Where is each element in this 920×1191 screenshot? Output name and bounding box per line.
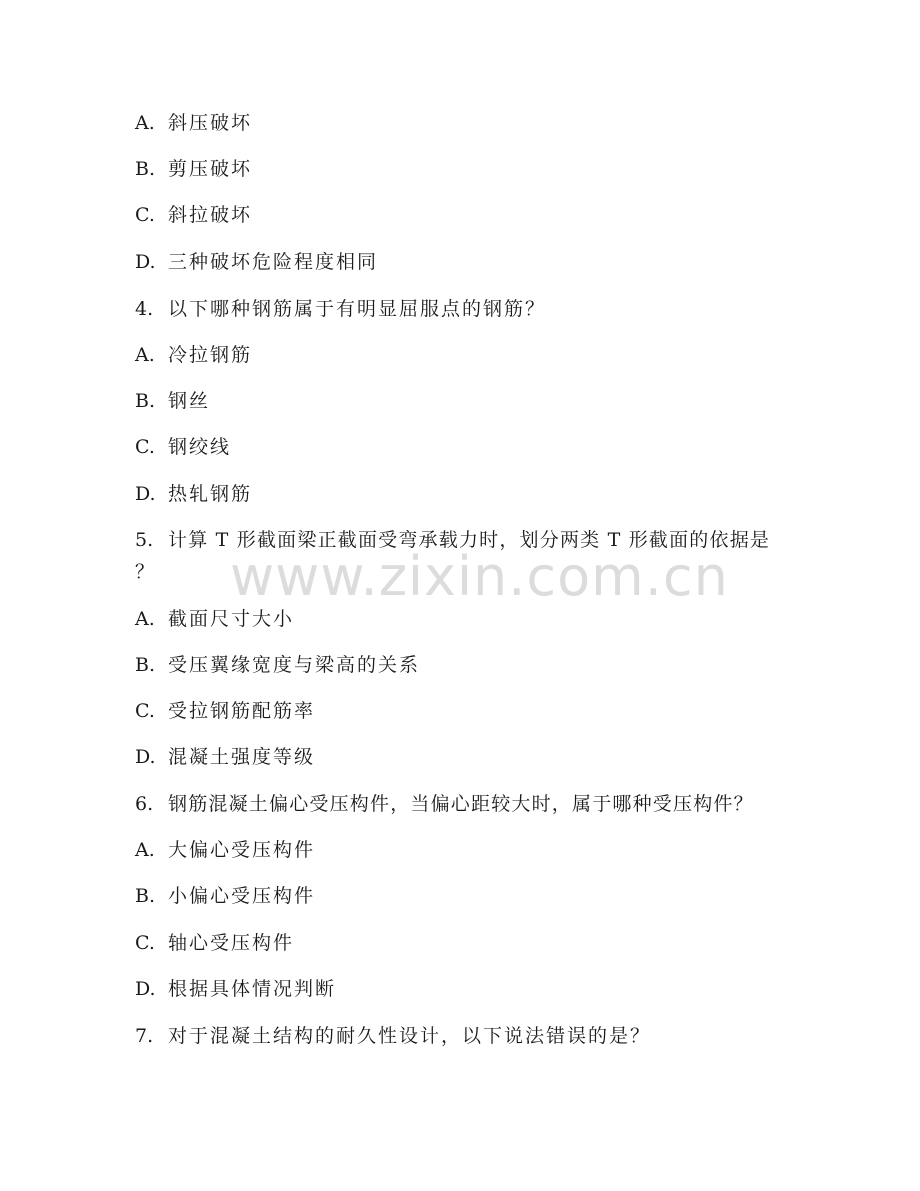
question-6: [135, 791, 754, 817]
option-label: D.: [135, 746, 156, 768]
option-text: 受拉钢筋配筋率: [168, 700, 316, 722]
option-text: 热轧钢筋: [168, 483, 253, 505]
option-text: 大偏心受压构件: [168, 839, 316, 861]
option-label: A.: [135, 344, 155, 366]
option-label: D.: [135, 251, 156, 273]
option-q4-b: [135, 388, 210, 414]
question-number: 6.: [135, 793, 154, 815]
option-q5-c: [135, 698, 315, 724]
option-q3-c: [135, 202, 252, 228]
option-text: 钢绞线: [168, 436, 232, 458]
option-text: 斜压破坏: [168, 112, 253, 134]
option-text: 冷拉钢筋: [168, 344, 253, 366]
option-label: A.: [135, 112, 155, 134]
option-q4-a: [135, 342, 252, 368]
option-text: 截面尺寸大小: [168, 608, 295, 630]
question-7: [135, 1023, 651, 1049]
option-text: 剪压破坏: [168, 158, 253, 180]
option-q4-d: [135, 481, 252, 507]
option-q5-a: [135, 606, 294, 632]
option-text: 混凝土强度等级: [168, 746, 316, 768]
option-label: D.: [135, 978, 156, 1000]
question-4: [135, 296, 546, 322]
option-text: 小偏心受压构件: [168, 885, 316, 907]
option-q6-b: [135, 883, 315, 909]
option-q5-d: [135, 744, 315, 770]
option-q6-d: [135, 976, 336, 1002]
option-label: D.: [135, 483, 156, 505]
question-text: 计算 T 形截面梁正截面受弯承载力时，划分两类 T 形截面的依据是: [168, 529, 771, 551]
option-label: A.: [135, 839, 155, 861]
question-number: 7.: [135, 1025, 154, 1047]
question-number: 4.: [135, 298, 154, 320]
option-text: 根据具体情况判断: [168, 978, 337, 1000]
option-q3-a: [135, 110, 252, 136]
option-label: B.: [135, 654, 156, 676]
option-label: C.: [135, 932, 155, 954]
option-label: B.: [135, 885, 156, 907]
option-label: B.: [135, 390, 156, 412]
question-5-continuation: ？: [135, 561, 155, 583]
watermark-text: www.zixin.com.cn: [230, 545, 729, 608]
option-q3-b: [135, 156, 252, 182]
option-text: 三种破坏危险程度相同: [168, 251, 379, 273]
option-q6-c: [135, 930, 294, 956]
option-q3-d: [135, 249, 378, 275]
option-label: B.: [135, 158, 156, 180]
option-q5-b: [135, 652, 420, 678]
option-label: C.: [135, 700, 155, 722]
question-text: 钢筋混凝土偏心受压构件，当偏心距较大时，属于哪种受压构件？: [168, 793, 754, 815]
option-q4-c: [135, 434, 231, 460]
question-5: [135, 527, 770, 553]
question-text: 对于混凝土结构的耐久性设计，以下说法错误的是？: [168, 1025, 652, 1047]
option-text: 斜拉破坏: [168, 204, 253, 226]
option-text: 受压翼缘宽度与梁高的关系: [168, 654, 421, 676]
option-label: C.: [135, 204, 155, 226]
question-number: 5.: [135, 529, 154, 551]
option-q6-a: [135, 837, 315, 863]
option-label: A.: [135, 608, 155, 630]
option-text: 钢丝: [168, 390, 211, 412]
question-text: 以下哪种钢筋属于有明显屈服点的钢筋？: [168, 298, 547, 320]
option-text: 轴心受压构件: [168, 932, 295, 954]
option-label: C.: [135, 436, 155, 458]
